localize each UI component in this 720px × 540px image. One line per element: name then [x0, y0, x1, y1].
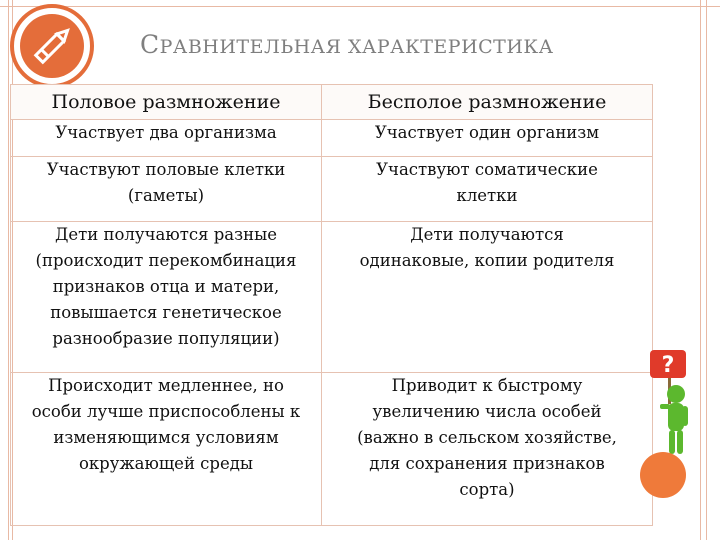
cell-left: [11, 222, 322, 373]
cell-text: Происходит медленнее, но: [48, 376, 284, 395]
table-row: [11, 157, 653, 222]
cell-text: клетки: [456, 186, 518, 205]
cell-text: одинаковые, копии родителя: [359, 251, 615, 270]
comparison-table: [10, 84, 653, 526]
cell-left: [11, 157, 322, 222]
table-row: [11, 222, 653, 373]
cell-text: изменяющимся условиям: [53, 428, 279, 447]
question-figure-icon: [646, 348, 692, 458]
cell-text: сорта): [459, 480, 515, 499]
title-first-letter: С: [140, 30, 160, 59]
frame-line-right: [700, 0, 701, 540]
cell-text: Дети получаются: [410, 225, 564, 244]
frame-line-right-outer: [706, 0, 707, 540]
cell-text: Участвуют соматические: [376, 160, 598, 179]
decorative-ball: [640, 452, 686, 498]
cell-text: окружающей среды: [78, 454, 254, 473]
cell-left: [11, 120, 322, 157]
header-asexual: Бесполое размножение: [322, 85, 653, 120]
cell-text: увеличению числа особей: [372, 402, 602, 421]
cell-text: особи лучше приспособлены к: [31, 402, 301, 421]
pencil-logo: [10, 4, 94, 88]
cell-text: Участвует один организм: [374, 123, 600, 142]
table-header-row: [11, 85, 653, 120]
table-row: [11, 373, 653, 526]
cell-right: [322, 157, 653, 222]
cell-text: повышается генетическое: [50, 303, 282, 322]
cell-right: [322, 373, 653, 526]
cell-text: разнообразие популяции): [52, 329, 280, 348]
cell-text: (важно в сельском хозяйстве,: [357, 428, 617, 447]
frame-line-top: [0, 6, 720, 7]
cell-right: [322, 222, 653, 373]
header-sexual: Половое размножение: [11, 85, 322, 120]
frame-line-left: [8, 0, 9, 540]
cell-right: [322, 120, 653, 157]
title-rest: РАВНИТЕЛЬНАЯ ХАРАКТЕРИСТИКА: [159, 36, 554, 58]
cell-left: [11, 373, 322, 526]
cell-text: Участвуют половые клетки: [46, 160, 286, 179]
cell-text: Участвует два организма: [55, 123, 277, 142]
cell-text: Приводит к быстрому: [391, 376, 583, 395]
cell-text: признаков отца и матери,: [52, 277, 280, 296]
cell-text: для сохранения признаков: [369, 454, 605, 473]
pencil-icon: [20, 14, 84, 78]
cell-text: Дети получаются разные: [54, 225, 278, 244]
cell-text: (гаметы): [127, 186, 205, 205]
table-row: [11, 120, 653, 157]
cell-text: (происходит перекомбинация: [35, 251, 297, 270]
question-mark: ?: [661, 353, 675, 378]
page-title: [140, 30, 554, 59]
